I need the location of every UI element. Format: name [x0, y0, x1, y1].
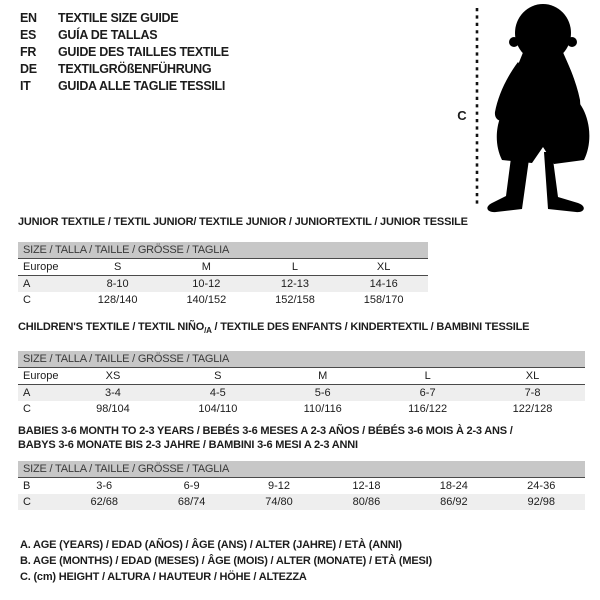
lang-row-fr [20, 44, 229, 61]
value-cell: 6-7 [419, 387, 436, 400]
lang-code-it: IT [20, 79, 31, 93]
childrens-table-title [18, 320, 585, 338]
size-cell: M [201, 261, 211, 273]
junior-textile-section [18, 215, 468, 308]
size-cell: XL [376, 261, 391, 273]
lang-code-de: DE [20, 62, 37, 76]
babies-size-table [18, 461, 585, 510]
language-title-block [20, 10, 229, 95]
value-cell: 152/158 [275, 294, 315, 306]
footnote-age-years: A. AGE (YEARS) / EDAD (AÑOS) / ÂGE (ANS) / ALTER (JAHRE) / ETÀ (ANNI) [20, 539, 402, 551]
size-cell: S [114, 261, 122, 273]
value-cell: 122/128 [512, 403, 553, 416]
lang-row-it [20, 78, 229, 95]
size-header-bar: SIZE / TALLA / TAILLE / GRÖSSE / TAGLIA [18, 461, 585, 478]
lang-title-it: GUIDA ALLE TAGLIE TESSILI [58, 79, 226, 93]
row-label: Europe [23, 370, 59, 383]
value-cell: 14-16 [369, 278, 398, 290]
babies-title-line2: BABYS 3-6 MONATE BIS 2-3 JAHRE / BAMBINI 3-6 MESI A 2-3 ANNI [18, 439, 358, 451]
value-cell: 140/152 [186, 294, 227, 306]
lang-title-en: TEXTILE SIZE GUIDE [58, 11, 179, 25]
lang-code-es: ES [20, 28, 37, 42]
size-header-bar: SIZE / TALLA / TAILLE / GRÖSSE / TAGLIA [18, 351, 585, 368]
table-row [18, 478, 585, 494]
row-label: C [23, 496, 31, 508]
row-label: C [23, 403, 31, 416]
value-cell: 12-13 [280, 278, 310, 290]
table-row [18, 401, 585, 417]
junior-size-table [18, 242, 428, 308]
lang-code-fr: FR [20, 45, 37, 59]
value-cell: 92/98 [527, 496, 556, 508]
value-cell: 110/116 [303, 403, 342, 416]
value-cell: 10-12 [192, 278, 221, 290]
size-cell: L [424, 370, 431, 383]
value-cell: 24-36 [527, 480, 556, 492]
lang-code-en: EN [20, 11, 37, 25]
row-label: Europe [23, 261, 59, 273]
lang-title-fr: GUIDE DES TAILLES TEXTILE [58, 45, 229, 59]
value-cell: 128/140 [97, 294, 138, 306]
babies-title-line1: BABIES 3-6 MONTH TO 2-3 YEARS / BEBÉS 3-6 MESES A 2-3 AÑOS / BÉBÉS 3-6 MOIS À 2-3 ANS / [18, 425, 513, 437]
baby-silhouette-figure [440, 0, 600, 215]
table-row [18, 259, 428, 276]
footnote-age-months: B. AGE (MONTHS) / EDAD (MESES) / ÂGE (MOIS) / ALTER (MONATE) / ETÀ (MESI) [20, 555, 432, 567]
value-cell: 8-10 [106, 278, 129, 290]
table-row [18, 494, 585, 510]
value-cell: 116/122 [408, 403, 448, 416]
value-cell: 3-4 [105, 387, 121, 400]
lang-row-es [20, 27, 229, 44]
value-cell: 7-8 [524, 387, 541, 400]
value-cell: 62/68 [90, 496, 118, 508]
table-row [18, 276, 428, 292]
value-cell: 104/110 [198, 403, 238, 416]
value-cell: 6-9 [183, 480, 200, 492]
junior-table-title: JUNIOR TEXTILE / TEXTIL JUNIOR/ TEXTILE JUNIOR / JUNIORTEXTIL / JUNIOR TESSILE [18, 216, 468, 228]
title-subscript: /A [204, 326, 212, 336]
size-cell: M [318, 370, 328, 383]
row-label: A [23, 387, 31, 400]
value-cell: 74/80 [265, 496, 293, 508]
childrens-size-table [18, 351, 585, 417]
height-measure-label: C [457, 108, 467, 123]
babies-textile-section [18, 424, 585, 510]
size-header-bar: SIZE / TALLA / TAILLE / GRÖSSE / TAGLIA [18, 242, 428, 259]
childrens-textile-section [18, 320, 585, 417]
lang-title-de: TEXTILGRÖßENFÜHRUNG [58, 62, 212, 76]
value-cell: 80/86 [352, 496, 381, 508]
baby-figure-area [440, 0, 600, 215]
size-cell: XL [525, 370, 540, 383]
row-label: A [23, 278, 31, 290]
babies-table-title [18, 424, 585, 452]
size-cell: XS [105, 370, 121, 383]
value-cell: 86/92 [440, 496, 468, 508]
value-cell: 3-6 [96, 480, 113, 492]
value-cell: 98/104 [96, 403, 130, 416]
value-cell: 4-5 [209, 387, 226, 400]
table-row [18, 292, 428, 308]
value-cell: 12-18 [352, 480, 381, 492]
value-cell: 18-24 [439, 480, 468, 492]
table-row [18, 385, 585, 401]
size-cell: S [214, 370, 222, 383]
value-cell: 158/170 [363, 294, 404, 306]
value-cell: 9-12 [268, 480, 291, 492]
value-cell: 68/74 [177, 496, 206, 508]
row-label: C [23, 294, 31, 306]
title-prefix: CHILDREN'S TEXTILE / TEXTIL NIÑO [18, 321, 205, 333]
lang-title-es: GUÍA DE TALLAS [58, 28, 158, 42]
baby-silhouette [487, 4, 589, 212]
footnotes-block [20, 537, 432, 585]
row-label: B [23, 480, 31, 492]
footnote-height: C. (cm) HEIGHT / ALTURA / HAUTEUR / HÖHE / ALTEZZA [20, 571, 307, 583]
title-suffix: / TEXTILE DES ENFANTS / KINDERTEXTIL / BAMBINI TESSILE [211, 321, 530, 333]
table-row [18, 368, 585, 385]
lang-row-de [20, 61, 229, 78]
size-cell: L [291, 261, 299, 273]
lang-row-en [20, 10, 229, 27]
value-cell: 5-6 [314, 387, 331, 400]
